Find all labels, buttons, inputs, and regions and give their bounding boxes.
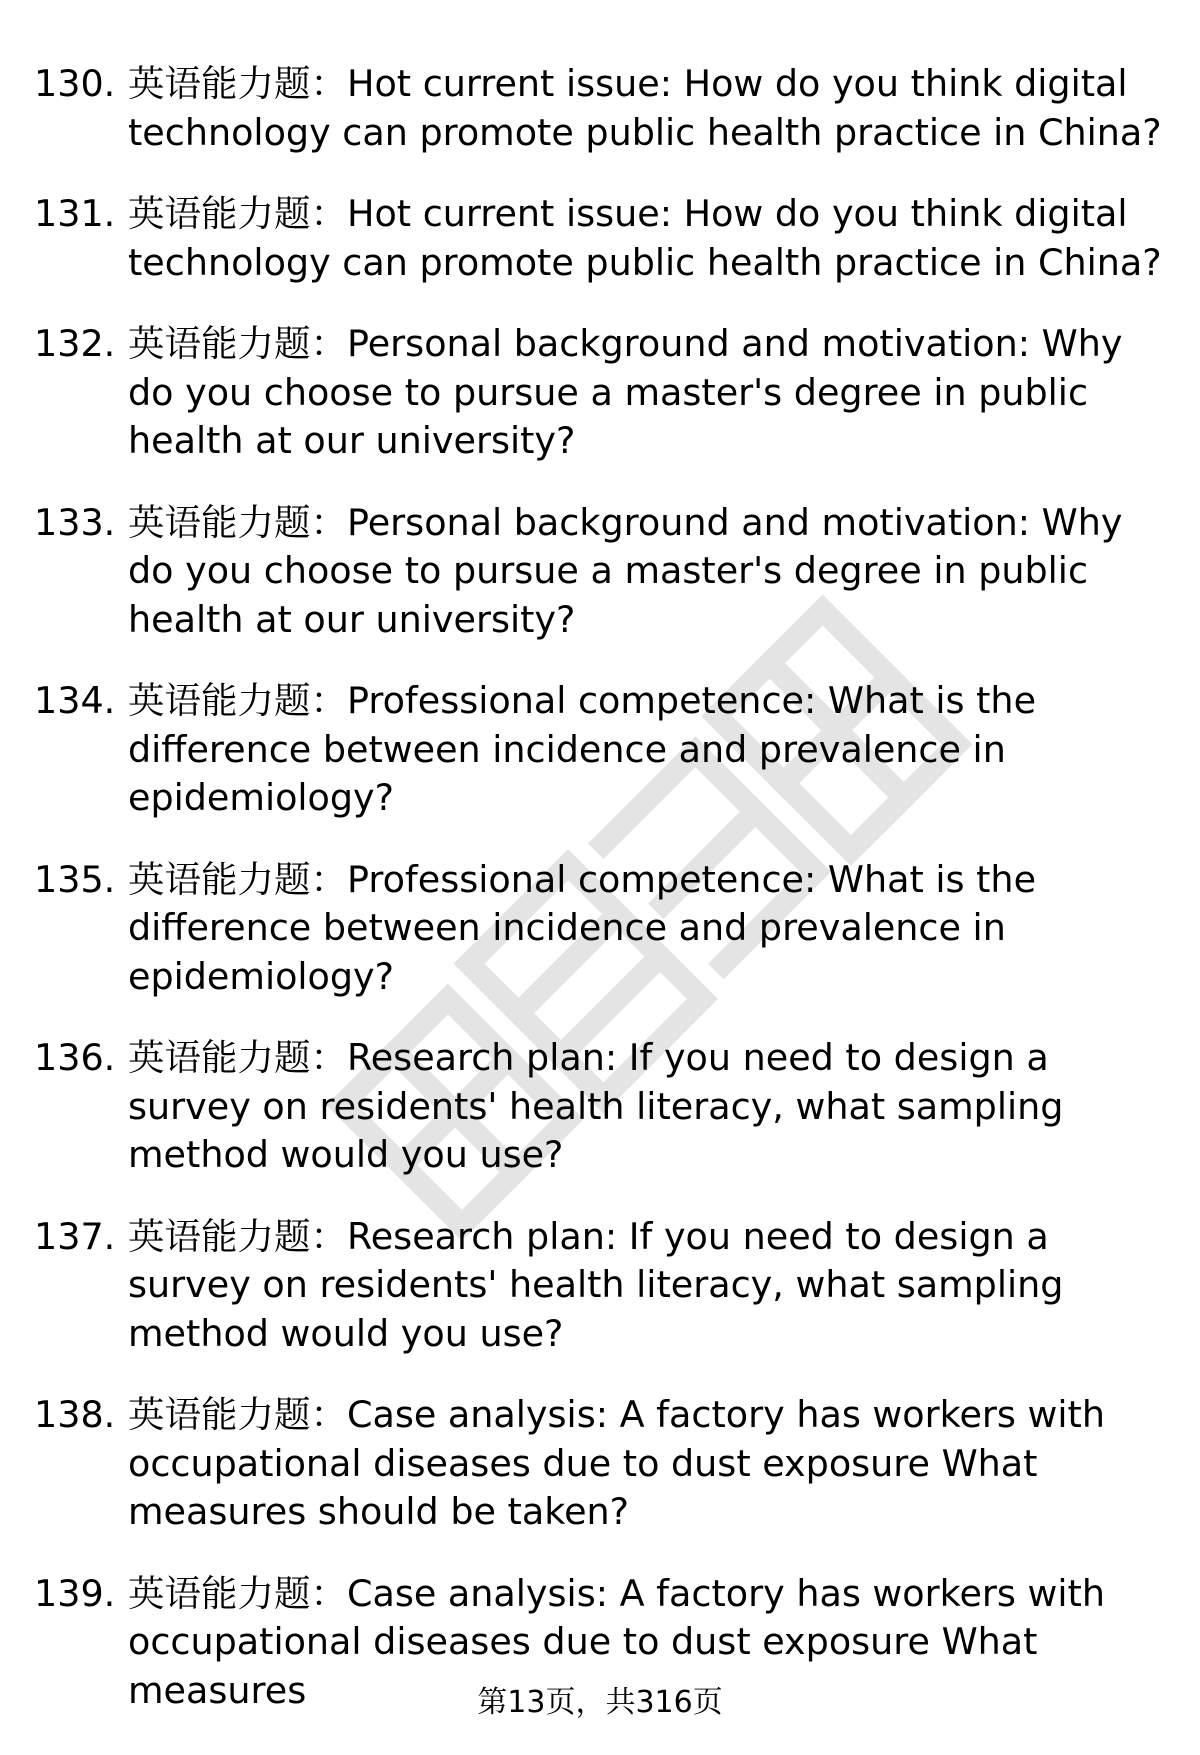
- question-item: [34, 190, 1164, 287]
- question-body: [128, 677, 1164, 823]
- question-number: 136.: [34, 1036, 116, 1079]
- question-number: 131.: [34, 192, 116, 235]
- question-text: Hot current issue: How do you think digital technology can promote public health practice in China?: [128, 192, 1162, 284]
- question-text: Personal background and motivation: Why do you choose to pursue a master's degree in public health at our university?: [128, 322, 1123, 462]
- question-text: Research plan: If you need to design a survey on residents' health literacy, what sampling method would you use?: [128, 1036, 1064, 1176]
- question-category-label: 英语能力题：: [128, 1036, 347, 1079]
- question-number: 135.: [34, 857, 116, 901]
- question-item: [34, 320, 1164, 466]
- question-item: [34, 856, 1164, 1002]
- question-body: [128, 1391, 1164, 1537]
- question-item: [34, 499, 1164, 645]
- question-text: Personal background and motivation: Why do you choose to pursue a master's degree in public health at our university?: [128, 500, 1123, 641]
- question-category-label: 英语能力题：: [128, 1393, 347, 1436]
- question-text: Case analysis: A factory has workers with occupational diseases due to dust exposure What measures: [128, 1571, 1105, 1712]
- question-item: [34, 60, 1164, 157]
- question-number: 139.: [34, 1571, 116, 1615]
- question-body: [128, 1034, 1164, 1180]
- question-body: [128, 499, 1164, 645]
- question-text: Professional competence: What is the difference between incidence and prevalence in epidemiology?: [128, 679, 1037, 819]
- question-list: [34, 60, 1164, 1715]
- question-category-label: 英语能力题：: [128, 322, 347, 365]
- question-number: 137.: [34, 1214, 116, 1258]
- question-category-label: 英语能力题：: [128, 1214, 347, 1258]
- question-item: [34, 1213, 1164, 1359]
- question-category-label: 英语能力题：: [128, 679, 347, 722]
- question-body: [128, 856, 1164, 1002]
- question-item: [34, 1034, 1164, 1180]
- question-body: [128, 1213, 1164, 1359]
- question-text: Hot current issue: How do you think digital technology can promote public health practice in China?: [128, 62, 1162, 154]
- question-number: 133.: [34, 500, 116, 544]
- question-item: [34, 1391, 1164, 1537]
- question-category-label: 英语能力题：: [128, 500, 347, 544]
- question-text: Case analysis: A factory has workers with occupational diseases due to dust exposure What measures should be taken?: [128, 1393, 1105, 1533]
- question-category-label: 英语能力题：: [128, 1571, 347, 1615]
- question-body: [128, 190, 1164, 287]
- question-body: [128, 60, 1164, 157]
- question-category-label: 英语能力题：: [128, 192, 347, 235]
- page-indicator: 第13页，共316页: [477, 1685, 723, 1720]
- question-category-label: 英语能力题：: [128, 857, 347, 901]
- question-body: [128, 320, 1164, 466]
- question-item: [34, 677, 1164, 823]
- question-number: 134.: [34, 679, 116, 722]
- question-number: 138.: [34, 1393, 116, 1436]
- question-category-label: 英语能力题：: [128, 62, 347, 105]
- question-number: 130.: [34, 62, 116, 105]
- question-text: Research plan: If you need to design a survey on residents' health literacy, what sampling method would you use?: [128, 1214, 1064, 1355]
- question-number: 132.: [34, 322, 116, 365]
- question-text: Professional competence: What is the difference between incidence and prevalence in epidemiology?: [128, 857, 1037, 998]
